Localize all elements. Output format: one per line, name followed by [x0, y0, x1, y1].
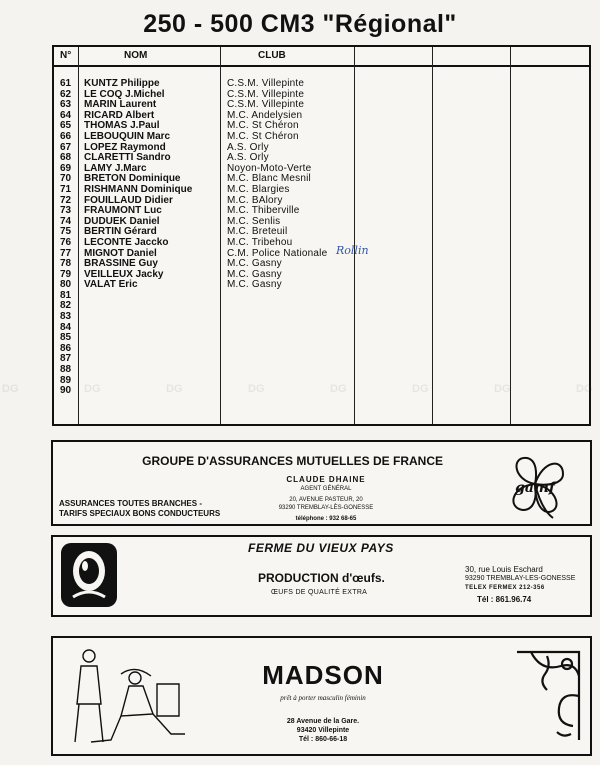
entry-number: 75 — [60, 226, 72, 238]
rider-name: LAMY J.Marc — [84, 162, 147, 174]
rider-name: MIGNOT Daniel — [84, 247, 157, 259]
gamf-address-line1: 20, AVENUE PASTEUR, 20 — [289, 497, 363, 503]
ferme-address-line2: 93290 TREMBLAY-LES-GONESSE — [465, 575, 576, 582]
gamf-address-line2: 93290 TREMBLAY-LÈS-GONESSE — [278, 505, 374, 511]
rider-name: BRASSINE Guy — [84, 258, 158, 270]
table-row — [54, 291, 589, 302]
rider-name: VEILLEUX Jacky — [84, 268, 164, 280]
entry-number: 88 — [60, 364, 72, 376]
rider-name: BERTIN Gérard — [84, 226, 157, 238]
rider-name: THOMAS J.Paul — [84, 120, 160, 132]
table-row — [54, 79, 589, 90]
club-name: M.C. BAlory — [227, 194, 283, 206]
rider-name: CLARETTI Sandro — [84, 152, 171, 164]
fashion-figures-icon — [61, 644, 191, 748]
table-row — [54, 365, 589, 376]
table-body — [54, 79, 589, 397]
madson-address-line2: 93420 Villepinte — [296, 727, 350, 734]
ferme-advertisement — [51, 535, 592, 617]
rider-name: FOUILLAUD Didier — [84, 194, 173, 206]
club-name: M.C. Thiberville — [227, 205, 300, 217]
entry-number: 83 — [60, 311, 72, 323]
clover-logo-icon — [493, 450, 577, 520]
rider-name: LOPEZ Raymond — [84, 141, 166, 153]
ferme-phone: Tél : 861.96.74 — [477, 595, 532, 604]
entry-number: 63 — [60, 99, 72, 111]
gamf-slogan-line2: TARIFS SPECIAUX BONS CONDUCTEURS — [59, 509, 221, 518]
rider-name: RICARD Albert — [84, 109, 155, 121]
rider-name: LE COQ J.Michel — [84, 88, 165, 100]
madson-brand: MADSON — [262, 660, 384, 690]
header-club: CLUB — [258, 50, 286, 61]
entry-number: 64 — [60, 109, 72, 121]
rider-name: DUDUEK Daniel — [84, 215, 160, 227]
entry-number: 73 — [60, 205, 72, 217]
gamf-heading: GROUPE D'ASSURANCES MUTUELLES DE FRANCE — [142, 454, 443, 468]
madson-advertisement — [51, 636, 592, 756]
gamf-agent-title: AGENT GÉNÉRAL — [300, 486, 352, 492]
club-name: M.C. Blargies — [227, 183, 290, 195]
club-name: C.M. Police Nationale — [227, 247, 328, 259]
page-title: 250 - 500 CM3 "Régional" — [143, 10, 457, 38]
club-name: M.C. Breteuil — [227, 226, 288, 238]
club-name: M.C. Gasny — [227, 268, 282, 280]
club-name: M.C. Gasny — [227, 279, 282, 291]
table-row — [54, 301, 589, 312]
madson-address-line1: 28 Avenue de la Gare. — [286, 718, 360, 725]
entry-number: 66 — [60, 130, 72, 142]
header-nom: NOM — [124, 50, 148, 61]
entry-number: 65 — [60, 120, 72, 132]
entry-number: 67 — [60, 141, 72, 153]
gamf-slogan-line1: ASSURANCES TOUTES BRANCHES - — [59, 499, 202, 508]
svg-text:gamf: gamf — [515, 480, 555, 496]
entry-number: 71 — [60, 183, 72, 195]
rider-name: RISHMANN Dominique — [84, 183, 193, 195]
club-name: M.C. St Chéron — [227, 130, 299, 142]
entry-number: 61 — [60, 78, 72, 89]
rider-name: KUNTZ Philippe — [84, 78, 160, 89]
table-row — [54, 333, 589, 344]
club-name: M.C. Blanc Mesnil — [227, 173, 311, 185]
rider-name: LECONTE Jaccko — [84, 236, 169, 248]
madson-tagline: prêt à porter masculin féminin — [280, 694, 366, 702]
entry-number: 84 — [60, 321, 72, 333]
table-row — [54, 280, 589, 291]
entry-number: 80 — [60, 279, 72, 291]
entry-number: 87 — [60, 353, 72, 365]
handwritten-note: Rollin — [336, 244, 369, 257]
entry-number: 85 — [60, 332, 72, 344]
rider-name: BRETON Dominique — [84, 173, 181, 185]
entry-number: 70 — [60, 173, 72, 185]
table-row — [54, 376, 589, 387]
club-name: C.S.M. Villepinte — [227, 78, 305, 89]
table-row — [54, 354, 589, 365]
rider-name: VALAT Eric — [84, 279, 138, 291]
club-name: M.C. Tribehou — [227, 236, 293, 248]
table-header — [54, 47, 589, 67]
entry-number: 68 — [60, 152, 72, 164]
table-row — [54, 132, 589, 143]
entry-number: 62 — [60, 88, 72, 100]
entry-number: 76 — [60, 236, 72, 248]
table-row — [54, 185, 589, 196]
entry-number: 89 — [60, 374, 72, 386]
entry-number: 86 — [60, 342, 72, 354]
club-name: M.C. Senlis — [227, 215, 281, 227]
rider-name: FRAUMONT Luc — [84, 205, 162, 217]
rider-name: LEBOUQUIN Marc — [84, 130, 171, 142]
entry-number: 69 — [60, 162, 72, 174]
entry-number: 90 — [60, 385, 72, 397]
club-name: Noyon-Moto-Verte — [227, 162, 312, 174]
club-name: M.C. Gasny — [227, 258, 282, 270]
entry-number: 74 — [60, 215, 72, 227]
ferme-telex: TELEX FERMEX 212-356 — [465, 585, 545, 591]
madson-phone: Tél : 860-66-18 — [298, 736, 348, 743]
entry-number: 79 — [60, 268, 72, 280]
table-row — [54, 238, 589, 249]
ferme-production: PRODUCTION d'œufs. — [258, 571, 385, 585]
entry-number: 81 — [60, 289, 72, 301]
club-name: A.S. Orly — [227, 141, 269, 153]
egg-emblem-icon — [59, 541, 119, 609]
svg-text:DG: DG — [2, 383, 19, 395]
table-row — [54, 344, 589, 355]
club-name: C.S.M. Villepinte — [227, 88, 305, 100]
entry-number: 72 — [60, 194, 72, 206]
entry-number: 82 — [60, 300, 72, 312]
ferme-address-line1: 30, rue Louis Eschard — [465, 565, 543, 574]
corner-ornament-icon — [511, 646, 585, 746]
entry-number: 78 — [60, 258, 72, 270]
header-num: N° — [60, 50, 72, 61]
table-row — [54, 386, 589, 397]
entry-number: 77 — [60, 247, 72, 259]
entry-table — [52, 45, 591, 426]
club-name: A.S. Orly — [227, 152, 269, 164]
club-name: M.C. Andelysien — [227, 109, 303, 121]
club-name: M.C. St Chéron — [227, 120, 299, 132]
ferme-name: FERME DU VIEUX PAYS — [248, 541, 394, 555]
gamf-agent-name: CLAUDE DHAINE — [286, 475, 366, 484]
table-row — [54, 323, 589, 334]
ferme-quality: ŒUFS DE QUALITÉ EXTRA — [271, 589, 368, 596]
gamf-phone: téléphone : 932 68-65 — [295, 516, 357, 522]
table-row — [54, 312, 589, 323]
club-name: C.S.M. Villepinte — [227, 99, 305, 111]
gamf-advertisement — [51, 440, 592, 526]
rider-name: MARIN Laurent — [84, 99, 157, 111]
